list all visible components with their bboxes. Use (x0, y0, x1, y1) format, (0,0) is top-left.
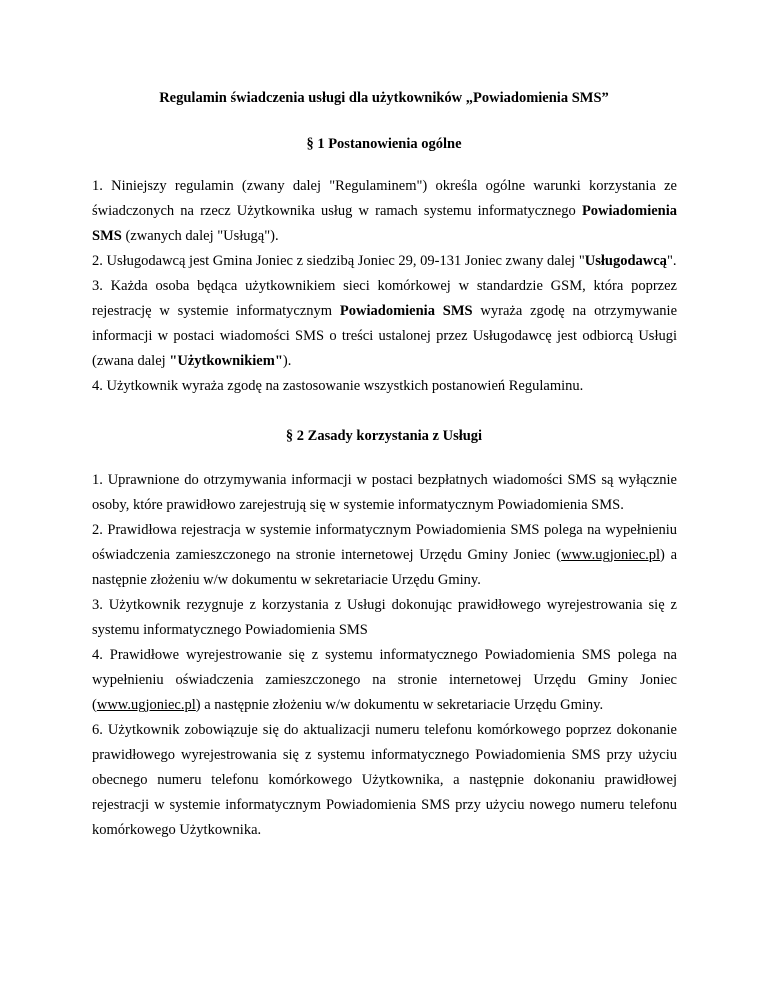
text-run: 2. Usługodawcą jest Gmina Joniec z siedzibą Joniec 29, 09-131 Joniec zwany dalej " (92, 253, 585, 269)
text-run: ". (666, 253, 677, 269)
section-2-paragraph-3: 3. Użytkownik rezygnuje z korzystania z Usługi dokonując prawidłowego wyrejestrowania się z systemu informatycznego Powiadomienia SMS (92, 597, 677, 638)
bold-text-run: Powiadomienia SMS (92, 203, 677, 244)
section-1-heading: § 1 Postanowienia ogólne (306, 136, 462, 152)
document-title: Regulamin świadczenia usługi dla użytkowników „Powiadomienia SMS” (159, 90, 609, 106)
section-1-paragraph-3 (92, 274, 677, 374)
text-run: wyraża zgodę na otrzymywanie informacji w postaci wiadomości SMS o treści ustalonej przez Usługodawcę jest odbiorcą Usługi (zwana dalej (92, 303, 678, 369)
section-2-paragraph-2 (92, 518, 677, 593)
text-run: ) a następnie złożeniu w/w dokumentu w sekretariacie Urzędu Gminy. (92, 547, 678, 588)
text-run: 2. Prawidłowa rejestracja w systemie informatycznym Powiadomienia SMS polega na wypełnieniu oświadczenia zamieszczonego na stronie internetowej Urzędu Gminy Joniec ( (92, 522, 677, 563)
section-1-paragraph-1 (92, 174, 677, 249)
section-1-paragraph-2 (92, 249, 677, 274)
section-2-paragraph-6: 6. Użytkownik zobowiązuje się do aktualizacji numeru telefonu komórkowego poprzez dokonanie prawidłowego wyrejestrowania się z systemu informatycznego Powiadomienia SMS przy użyciu obecnego numeru telefonu komórkowego Użytkownika, a następnie dokonaniu prawidłowej rejestracji w systemie informatycznym Powiadomienia SMS przy użyciu nowego numeru telefonu komórkowego Użytkownika. (92, 722, 677, 838)
ugjoniec-link[interactable]: www.ugjoniec.pl (561, 547, 661, 563)
text-run: ) a następnie złożeniu w/w dokumentu w sekretariacie Urzędu Gminy. (195, 697, 604, 713)
bold-text-run: Powiadomienia SMS (339, 303, 473, 319)
text-run: (zwanych dalej "Usługą"). (121, 228, 279, 244)
bold-text-run: Usługodawcą (584, 253, 667, 269)
section-2-paragraph-4 (92, 643, 677, 718)
section-1-body (92, 174, 677, 399)
section-1-paragraph-4: 4. Użytkownik wyraża zgodę na zastosowanie wszystkich postanowień Regulaminu. (92, 378, 584, 394)
text-run: 1. Niniejszy regulamin (zwany dalej "Regulaminem") określa ogólne warunki korzystania ze świadczonych na rzecz Użytkownika usług w ramach systemu informatycznego (92, 178, 677, 219)
text-run: 3. Każda osoba będąca użytkownikiem sieci komórkowej w standardzie GSM, która poprzez rejestrację w systemie informatycznym (92, 278, 677, 319)
section-2-body (92, 468, 677, 843)
section-2-paragraph-1: 1. Uprawnione do otrzymywania informacji w postaci bezpłatnych wiadomości SMS są wyłącznie osoby, które prawidłowo zarejestrują się w systemie informatycznym Powiadomienia SMS. (92, 472, 677, 513)
section-2-heading: § 2 Zasady korzystania z Usługi (285, 428, 483, 444)
bold-text-run: "Użytkownikiem" (169, 353, 283, 369)
text-run: 4. Prawidłowe wyrejestrowanie się z systemu informatycznego Powiadomienia SMS polega na wypełnieniu oświadczenia zamieszczonego na stronie internetowej Urzędu Gminy Joniec ( (92, 647, 677, 713)
ugjoniec-link[interactable]: www.ugjoniec.pl (96, 697, 196, 713)
text-run: ). (282, 353, 292, 369)
